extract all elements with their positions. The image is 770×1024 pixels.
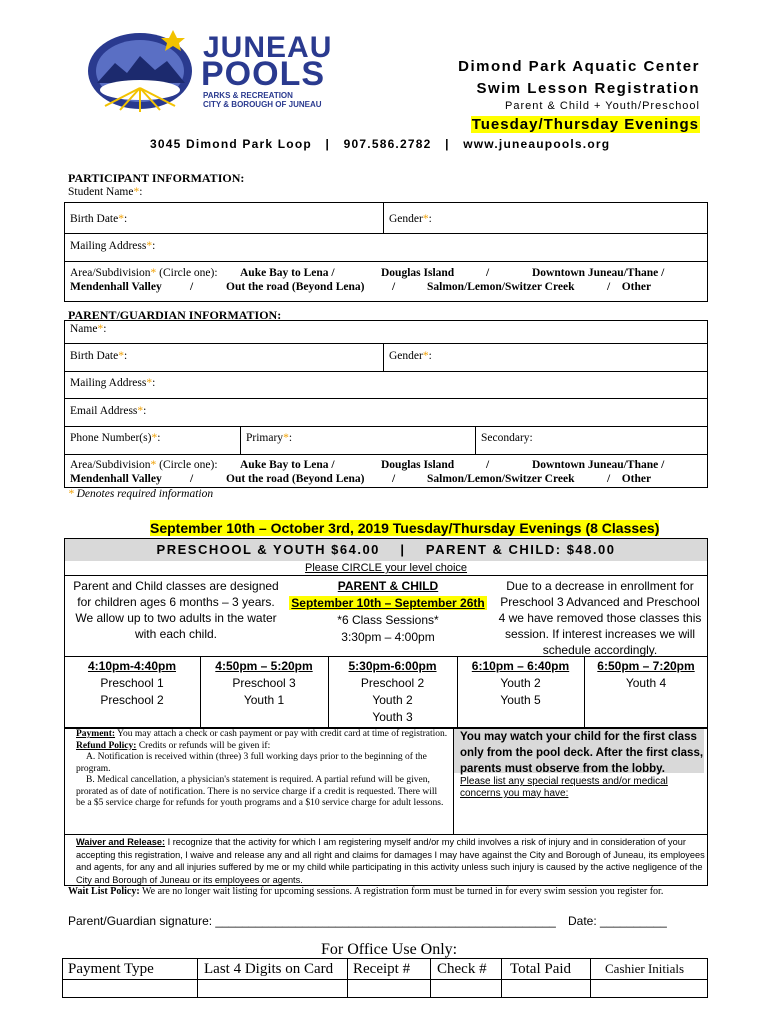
slot-time: 4:50pm – 5:20pm [215, 659, 313, 673]
parent-area-option-downtown[interactable]: Downtown Juneau/Thane / [532, 459, 665, 471]
parent-mailing-field[interactable]: Mailing Address*: [70, 377, 156, 389]
logo-text-pools: POOLS [201, 55, 326, 93]
enrollment-note: Due to a decrease in enrollment for Preschool 3 Advanced and Preschool 4 we have removed those classes this session. If interest increases we will schedule accordingly. [498, 579, 702, 657]
gender-field[interactable]: Gender*: [389, 213, 432, 225]
slot-level[interactable]: Youth 2 [372, 693, 413, 707]
slot-level[interactable]: Youth 3 [372, 710, 413, 724]
waiver-text: Waiver and Release: I recognize that the activity for which I am registering myself and/or my child involves a risk of injury and in consideration of your accepting this registration, I waive and release any and all right and claims for damages I may have against the City and Borough of Juneau, its employees and agents, for any and all injuries suffered by me or my child while participating in this activity unless such injury is caused by the active negligence of the City and Borough of Juneau or its employees or agents. [76, 837, 705, 885]
header-subtitle: Swim Lesson Registration [476, 80, 700, 97]
area-sep: / [190, 281, 194, 293]
area-sep: / [392, 473, 396, 485]
slot-time: 6:50pm – 7:20pm [597, 659, 695, 673]
office-col-receipt: Receipt # [353, 961, 411, 977]
header-program: Parent & Child + Youth/Preschool [505, 100, 700, 112]
parent-area-label: Area/Subdivision* (Circle one): [70, 459, 218, 471]
participant-heading: PARTICIPANT INFORMATION: [68, 171, 245, 185]
area-subdivision-label: Area/Subdivision* (Circle one): [70, 267, 218, 279]
header-title: Dimond Park Aquatic Center [458, 58, 700, 75]
slot-level[interactable]: Preschool 3 [232, 676, 296, 690]
slot-level[interactable]: Youth 5 [500, 693, 541, 707]
header-contact: 3045 Dimond Park Loop | 907.586.2782 | www.juneaupools.org [150, 137, 611, 151]
logo-text-city: CITY & BOROUGH OF JUNEAU [203, 100, 322, 109]
logo-text-parks: PARKS & RECREATION [203, 91, 293, 100]
parent-heading: PARENT/GUARDIAN INFORMATION: [68, 308, 282, 322]
office-col-total-paid: Total Paid [510, 961, 572, 977]
parent-gender-field[interactable]: Gender*: [389, 350, 432, 362]
slot-level[interactable]: Youth 4 [625, 676, 667, 690]
parent-phone-label: Phone Number(s)*: [70, 432, 161, 444]
parent-area-option-other[interactable]: / Other [607, 473, 652, 485]
signature-date-field[interactable]: Date: __________ [568, 914, 667, 928]
parent-child-title: PARENT & CHILD [337, 579, 439, 593]
parent-area-option-out-the-road[interactable]: Out the road (Beyond Lena) [226, 473, 365, 485]
parent-name-label: Name*: [70, 323, 107, 335]
time-slot-4[interactable] [457, 658, 584, 709]
area-option-other[interactable]: / Other [607, 281, 652, 293]
time-slot-5[interactable] [584, 658, 708, 692]
slot-level[interactable]: Youth 1 [243, 693, 285, 707]
circle-level-note: Please CIRCLE your level choice [304, 562, 468, 574]
parent-child-note: Parent and Child classes are designed for children ages 6 months – 3 years. We allow up to two adults in the water with each child. [73, 579, 279, 641]
slot-level[interactable]: Preschool 1 [100, 676, 164, 690]
parent-area-option-auke-bay[interactable]: Auke Bay to Lena / [240, 459, 335, 471]
parent-child-dates: September 10th – September 26th [289, 596, 487, 610]
slot-time: 6:10pm – 6:40pm [471, 659, 570, 673]
area-sep: / [392, 281, 396, 293]
price-line: PRESCHOOL & YOUTH $64.00 | PARENT & CHILD: $48.00 [65, 539, 707, 561]
guardian-signature-field[interactable]: Parent/Guardian signature: ___________________________________________________ [68, 914, 556, 928]
area-option-auke-bay[interactable]: Auke Bay to Lena / [240, 267, 335, 279]
waitlist-policy: Wait List Policy: We are no longer wait listing for upcoming sessions. A registration form must be turned in for every swim session you register for. [68, 886, 664, 897]
parent-child-time: 3:30pm – 4:00pm [341, 630, 435, 644]
slot-level[interactable]: Preschool 2 [100, 693, 164, 707]
mailing-address-field[interactable]: Mailing Address*: [70, 240, 156, 252]
parent-child-sessions: *6 Class Sessions* [337, 613, 439, 627]
parent-area-option-mendenhall[interactable]: Mendenhall Valley [70, 473, 162, 485]
parent-secondary-phone-field[interactable]: Secondary: [481, 432, 533, 444]
slot-level[interactable]: Youth 2 [500, 676, 541, 690]
parent-primary-phone-field[interactable]: Primary*: [246, 432, 293, 444]
parent-area-option-douglas[interactable]: Douglas Island [381, 459, 455, 471]
time-slot-1[interactable] [64, 658, 200, 709]
office-col-payment-type: Payment Type [68, 961, 154, 977]
slot-time: 4:10pm-4:40pm [87, 659, 177, 673]
student-name-label: Student Name*: [68, 186, 143, 198]
header-schedule: Tuesday/Thursday Evenings [471, 116, 699, 133]
area-option-douglas[interactable]: Douglas Island [381, 267, 455, 279]
session-dates-title: September 10th – October 3rd, 2019 Tuesday/Thursday Evenings (8 Classes) [150, 520, 660, 536]
office-col-check: Check # [437, 961, 487, 977]
required-note: * Denotes required information [68, 488, 214, 500]
area-sep: / [486, 459, 490, 471]
area-sep: / [190, 473, 194, 485]
parent-email-field[interactable]: Email Address*: [70, 405, 147, 417]
special-requests-field[interactable]: Please list any special requests and/or medical concerns you may have: [460, 776, 668, 799]
watch-note: You may watch your child for the first class only from the pool deck. After the first class, parents must observe from the lobby. [454, 729, 704, 773]
payment-policy: Payment: You may attach a check or cash payment or pay with credit card at time of registration. Refund Policy: Credits or refunds will be given if: A. Notification is received within (three) 3 full working days prior to the beginning of the program. B. Medical cancellation, a physician's statement is required. A partial refund will be given, prorated as of date of notification. There is no service charge if a credit is requested. There will be a $5 service charge for refunds for youth programs and a $10 service charge for adult lessons. [76, 729, 448, 808]
parent-birth-date-field[interactable]: Birth Date*: [70, 350, 128, 362]
office-use-title: For Office Use Only: [321, 941, 458, 958]
area-sep: / [486, 267, 490, 279]
area-option-salmon[interactable]: Salmon/Lemon/Switzer Creek [427, 281, 575, 293]
slot-time: 5:30pm-6:00pm [348, 659, 437, 673]
area-option-out-the-road[interactable]: Out the road (Beyond Lena) [226, 281, 365, 293]
time-slot-2[interactable] [200, 658, 328, 709]
office-col-last4: Last 4 Digits on Card [204, 961, 334, 977]
time-slot-3[interactable] [328, 658, 457, 726]
parent-area-option-salmon[interactable]: Salmon/Lemon/Switzer Creek [427, 473, 575, 485]
birth-date-field[interactable]: Birth Date*: [70, 213, 128, 225]
juneau-pools-logo [85, 28, 385, 113]
logo-text-juneau: JUNEAU [203, 31, 333, 64]
area-option-mendenhall[interactable]: Mendenhall Valley [70, 281, 162, 293]
area-option-downtown[interactable]: Downtown Juneau/Thane / [532, 267, 665, 279]
office-col-cashier: Cashier Initials [605, 961, 685, 976]
slot-level[interactable]: Preschool 2 [360, 676, 425, 690]
